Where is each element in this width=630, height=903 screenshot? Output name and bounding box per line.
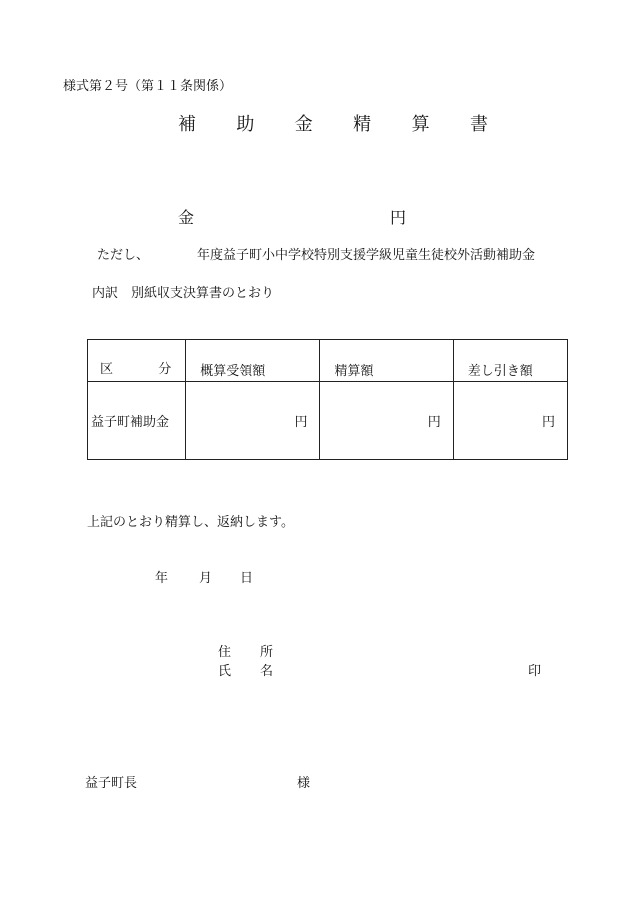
name-label-2: 名 (260, 664, 274, 679)
statement-text: 上記のとおり精算し、返納します。 (87, 515, 294, 530)
date-month: 月 (199, 571, 213, 586)
amount-unit: 円 (390, 208, 407, 227)
proviso-lead: ただし、 (97, 248, 150, 263)
header-kubun-right: 分 (158, 362, 172, 377)
document-title (178, 116, 488, 134)
proviso-text: 年度益子町小中学校特別支援学級児童生徒校外活動補助金 (197, 248, 536, 263)
address-label-1: 住 (218, 645, 232, 660)
cell-difference: 円 (453, 382, 567, 460)
title-char: 書 (469, 114, 488, 135)
table-header-row (88, 340, 568, 382)
breakdown-note: 内訳 別紙収支決算書のとおり (92, 286, 275, 301)
form-number-label: 様式第２号（第１１条関係） (63, 79, 233, 94)
seal-mark: 印 (528, 664, 542, 679)
header-kubun (88, 340, 186, 382)
date-day: 日 (240, 571, 254, 586)
title-char: 算 (411, 114, 430, 135)
title-char: 助 (236, 114, 255, 135)
name-label-1: 氏 (218, 664, 232, 679)
addressee-name: 益子町長 (85, 776, 138, 791)
cell-settled-amount: 円 (320, 382, 453, 460)
header-kubun-left: 区 (100, 362, 114, 377)
header-difference: 差し引き額 (453, 340, 567, 382)
row-label: 益子町補助金 (88, 382, 186, 460)
cell-estimated-received: 円 (186, 382, 320, 460)
table-row (88, 382, 568, 460)
date-year: 年 (155, 571, 169, 586)
header-settled-amount: 精算額 (320, 340, 453, 382)
addressee-honorific: 様 (297, 776, 311, 791)
title-char: 補 (178, 114, 196, 135)
header-estimated-received: 概算受領額 (186, 340, 320, 382)
amount-prefix: 金 (178, 208, 195, 227)
title-char: 金 (294, 114, 313, 135)
address-label-2: 所 (260, 645, 274, 660)
title-char: 精 (353, 114, 372, 135)
settlement-table (87, 339, 568, 460)
